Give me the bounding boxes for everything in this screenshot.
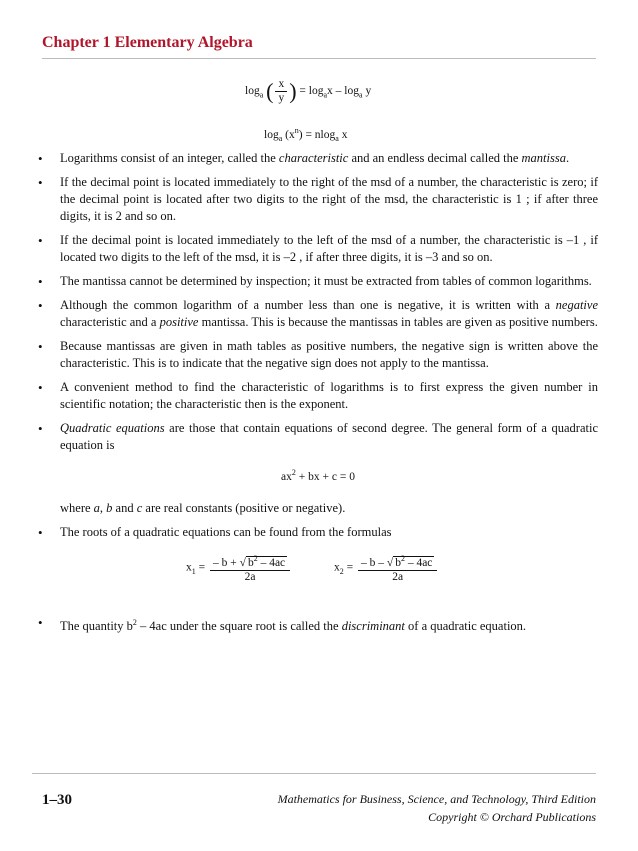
text: of a quadratic equation. (404, 618, 527, 633)
eq-sub: a (335, 134, 339, 144)
text: , (99, 500, 107, 515)
bullet-item (38, 273, 598, 290)
bullet-item (38, 614, 598, 635)
text: If the decimal point is located immediately to the left of the msd of a number, the characteristic is –1 , if located two digits to the left of the msd, it is –2 , if after three digits, it is –3 and so on. (60, 233, 598, 264)
eq-text: + bx + c = 0 (295, 470, 355, 483)
text: The roots of a quadratic equations can be found from the formulas (60, 524, 392, 539)
root-1-formula (186, 552, 292, 584)
eq-text: b (126, 618, 133, 633)
italic-term: positive (159, 315, 199, 329)
bullet-icon: • (38, 298, 43, 313)
text: where (60, 500, 94, 515)
left-paren: ( (266, 78, 274, 104)
bullet-item (38, 524, 598, 541)
text: Although the common logarithm of a number less than one is negative, it is written with a (60, 298, 556, 312)
book-title: Mathematics for Business, Science, and Technology, Third Edition (277, 792, 596, 806)
italic-var: a (93, 500, 100, 515)
italic-term: discriminant (341, 618, 405, 633)
fraction (358, 552, 437, 584)
eq-text: b (395, 556, 401, 569)
eq-sup: 2 (253, 553, 258, 563)
bullet-icon: • (38, 380, 43, 395)
where-line (38, 500, 598, 517)
bullet-item (38, 174, 598, 225)
fraction (210, 552, 290, 584)
eq-text: (x (282, 128, 295, 141)
eq-text: y (362, 85, 372, 98)
text: A convenient method to find the characteristic of logarithms is to first express the given number in scientific notation; the characteristic then is the exponent. (60, 380, 598, 411)
text: Because mantissas are given in math tables as positive numbers, the negative sign is written above the characteristic. This is to indicate that the negative sign does not apply to the mantissa. (60, 339, 598, 370)
bullet-icon: • (38, 614, 43, 630)
radicand (393, 553, 434, 569)
sqrt-icon: √ (239, 556, 246, 569)
italic-term: negative (555, 298, 598, 312)
denominator: 2a (392, 570, 404, 583)
bullet-item (38, 379, 598, 413)
bullet-icon: • (38, 151, 43, 166)
bullet-item (38, 232, 598, 266)
text: . (565, 151, 570, 165)
text: The quantity (60, 618, 127, 633)
eq-text: log (245, 85, 260, 98)
eq-sub: a (323, 90, 328, 100)
eq-sup: 2 (400, 553, 405, 563)
text: Logarithms consist of an integer, called the (60, 151, 279, 165)
eq-sup: n (294, 126, 299, 135)
quadratic-equation (38, 464, 598, 486)
denominator: 2a (244, 570, 256, 583)
body-content (38, 150, 598, 642)
eq-sub: a (278, 134, 283, 144)
eq-sub: 1 (191, 566, 196, 576)
numerator: x (275, 78, 287, 92)
eq-text: – 4ac (404, 556, 433, 569)
bullet-icon: • (38, 421, 43, 436)
eq-sup: 2 (132, 617, 137, 627)
eq-sup: 2 (291, 468, 296, 477)
bullet-item (38, 420, 598, 454)
header-rule (42, 58, 596, 59)
text: are those that contain equations of second degree. The general form of a quadratic equation is (60, 421, 598, 452)
bullet-item (38, 150, 598, 167)
bullet-item (38, 338, 598, 372)
bullet-icon: • (38, 233, 43, 248)
bullet-item (38, 297, 598, 331)
eq-text: = (195, 561, 208, 574)
numerator (210, 552, 290, 571)
text: If the decimal point is located immediately to the right of the msd of a number, the characteristic is zero; if the decimal point is located after two digits to the right of the msd, the characteristic is 1 ; if after three digits, it is 2 and so on. (60, 175, 598, 223)
eq-text: x – log (327, 85, 359, 98)
eq-text: x (186, 561, 192, 574)
text: are real constants (positive or negative). (142, 500, 346, 515)
eq-sub: a (359, 90, 363, 100)
italic-var: c (136, 500, 143, 515)
copyright: Copyright © Orchard Publications (428, 810, 596, 824)
denominator: y (278, 92, 285, 104)
bullet-icon: • (38, 175, 43, 190)
text: and (112, 500, 137, 515)
bullet-icon: • (38, 274, 43, 289)
eq-text: ax (281, 470, 292, 483)
page-number: 1–30 (42, 792, 72, 808)
italic-term: mantissa (521, 151, 566, 165)
text: The mantissa cannot be determined by inspection; it must be extracted from tables of common logarithms. (60, 274, 592, 288)
eq-text: = log (299, 85, 324, 98)
radicand (246, 553, 287, 569)
chapter-header: Chapter 1 Elementary Algebra (42, 34, 253, 51)
log-power-equation (264, 126, 347, 143)
roots-formulas (38, 548, 598, 604)
text: mantissa. This is because the mantissas in tables are given as positive numbers. (198, 315, 598, 329)
eq-text: b (247, 556, 254, 569)
eq-text: ) = nlog (298, 128, 336, 141)
eq-text: – b – (361, 556, 387, 569)
italic-term: characteristic (278, 151, 349, 165)
fraction (275, 78, 287, 105)
eq-sub: a (259, 90, 264, 100)
eq-text: log (264, 128, 279, 141)
eq-sub: 2 (339, 566, 344, 576)
bullet-icon: • (38, 339, 43, 354)
eq-text: x (338, 128, 348, 141)
root-2-formula (334, 552, 439, 584)
right-paren: ) (289, 78, 297, 104)
numerator (358, 552, 437, 571)
text: – 4ac under the square root is called the (136, 618, 342, 633)
log-quotient-equation (245, 78, 371, 105)
eq-text: = (343, 561, 356, 574)
text: and an endless decimal called the (348, 151, 522, 165)
eq-text: – 4ac (257, 556, 286, 569)
bullet-icon: • (38, 524, 43, 540)
sqrt-icon: √ (386, 556, 394, 569)
eq-text: – b + (213, 556, 240, 569)
footer-rule (32, 773, 596, 774)
italic-var: b (106, 500, 113, 515)
eq-text: x (334, 561, 340, 574)
italic-term: Quadratic equations (60, 421, 165, 435)
text: characteristic and a (60, 315, 160, 329)
